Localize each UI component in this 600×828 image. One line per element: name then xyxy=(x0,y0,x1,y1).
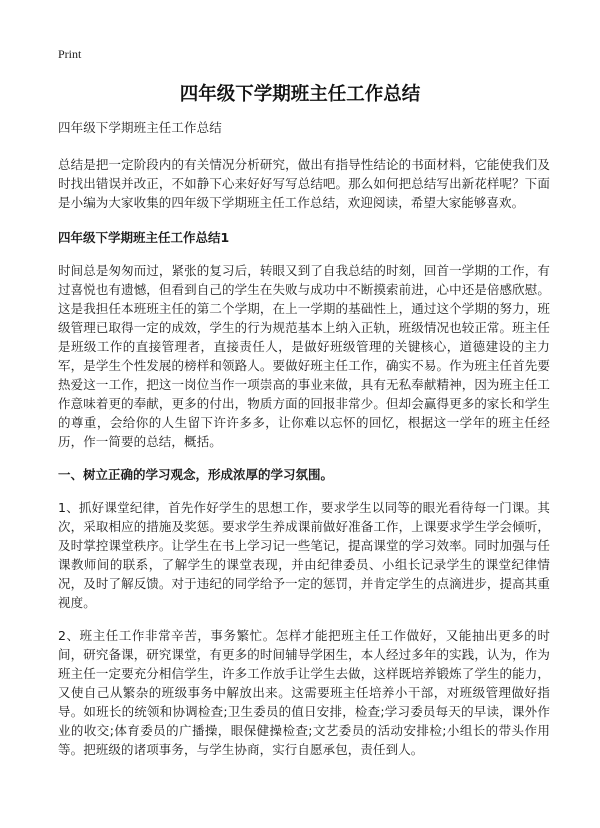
article-body xyxy=(58,118,550,773)
point-heading: 一、树立正确的学习观念，形成浓厚的学习氛围。 xyxy=(58,467,334,482)
section-paragraph: 时间总是匆匆而过，紧张的复习后，转眼又到了自我总结的时刻，回首一学期的工作，有过喜悦也有遗憾，但看到自己的学生在失败与成功中不断摸索前进，心中还是倍感欣慰。这是我担任本班班主任的第二个学期，在上一学期的基础性上，通过这个学期的努力，班级管理已取得一定的成效，学生的行为规范基本上纳入正轨，班级情况也较正常。班主任是班级工作的直接管理者，直接责任人，是做好班级管理的关键核心，道德建设的主力军，是学生个性发展的榜样和领路人。要做好班主任工作，确实不易。作为班主任首先要热爱这一工作，把这一岗位当作一项崇高的事业来做，具有无私奉献精神，因为班主任工作意味着更的奉献，更多的付出，物质方面的回报非常少。但却会赢得更多的家长和学生的尊重，会给你的人生留下许许多多，让你难以忘怀的回忆，根据这一学年的班主任经历，作一简要的总结，概括。 xyxy=(58,263,550,449)
page-title: 四年级下学期班主任工作总结 xyxy=(179,84,421,105)
section-heading: 四年级下学期班主任工作总结1 xyxy=(58,230,230,245)
intro-paragraph: 总结是把一定阶段内的有关情况分析研究，做出有指导性结论的书面材料，它能使我们及时找出错误并改正，不如静下心来好好写写总结吧。那么如何把总结写出新花样呢？下面是小编为大家收集的四年级下学期班主任工作总结，欢迎阅读，希望大家能够喜欢。 xyxy=(58,157,550,210)
point-paragraph-1: 1、抓好课堂纪律，首先作好学生的思想工作，要求学生以同等的眼光看待每一门课。其次，采取相应的措施及奖惩。要求学生养成课前做好准备工作，上课要求学生学会倾听，及时掌控课堂秩序。让学生在书上学习记一些笔记，提高课堂的学习效率。同时加强与任课教师间的联系，了解学生的课堂表现，并由纪律委员、小组长记录学生的课堂纪律情况，及时了解反馈。对于违纪的同学给予一定的惩罚，并肯定学生的点滴进步，提高其重视度。 xyxy=(58,500,550,610)
print-link[interactable]: Print xyxy=(58,47,82,61)
article-subtitle: 四年级下学期班主任工作总结 xyxy=(58,120,222,135)
point-paragraph-2: 2、班主任工作非常辛苦，事务繁忙。怎样才能把班主任工作做好，又能抽出更多的时间，研究备课，研究课堂，有更多的时间辅导学困生，本人经过多年的实践，认为，作为班主任一定要充分相信学生，许多工作放手让学生去做，这样既培养锻炼了学生的能力，又使自己从繁杂的班级事务中解放出来。这需要班主任培养小干部，对班级管理做好指导。如班长的统领和协调检查;卫生委员的值日安排，检查;学习委员每天的早读，课外作业的收交;体育委员的广播操，眼保健操检查;文艺委员的活动安排检;小组长的带头作用等。把班级的诸项事务，与学生协商，实行自愿承包，责任到人。 xyxy=(58,628,550,757)
